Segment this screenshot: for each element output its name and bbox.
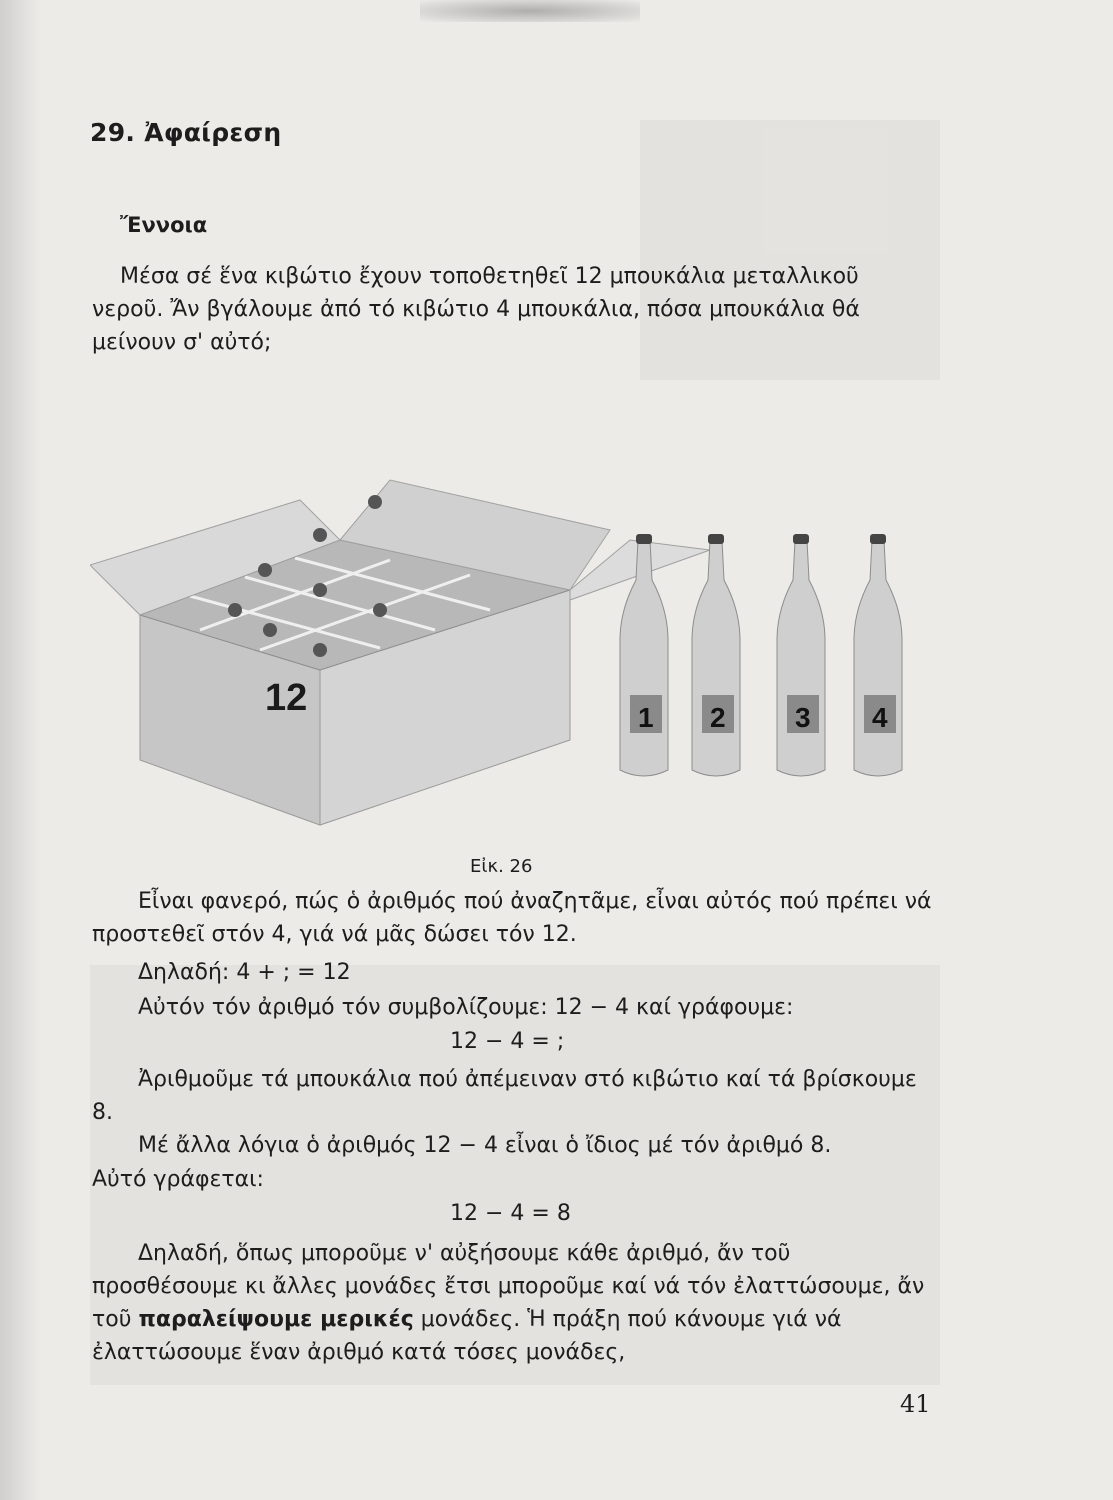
- equation-line: 12 − 4 = 8: [450, 1201, 571, 1226]
- bottle-label-1: 1: [638, 702, 654, 733]
- closing-text-end: μονάδες. Ἡ πράξη πού κάνουμε γιά νά ἐλαττώσουμε ἕναν ἀριθμό κατά τόσες μονάδες,: [92, 1307, 842, 1365]
- crate-label: 12: [265, 677, 308, 719]
- symbol-line: Αὐτόν τόν ἀριθμό τόν συμβολίζουμε: 12 − 4 καί γράφουμε:: [138, 995, 794, 1020]
- closing-paragraph: [92, 1237, 937, 1369]
- bottle-icon: [854, 534, 902, 776]
- bottle-icon: [777, 534, 825, 776]
- page-gutter-shadow: [0, 0, 40, 1500]
- scan-top-shadow: [420, 0, 640, 22]
- crate-icon: [90, 480, 710, 825]
- page-number: 41: [900, 1390, 931, 1418]
- statement-line: Αὐτό γράφεται:: [92, 1167, 264, 1192]
- subsection-heading: Ἔννοια: [120, 213, 208, 237]
- explanation-paragraph: Εἶναι φανερό, πώς ὁ ἀριθμός πού ἀναζητᾶμε, εἶναι αὐτός πού πρέπει νά προστεθεῖ στόν 4, γιά νά μᾶς δώσει τόν 12.: [92, 889, 932, 947]
- statement-line: Μέ ἄλλα λόγια ὁ ἀριθμός 12 − 4 εἶναι ὁ ἴδιος μέ τόν ἀριθμό 8.: [138, 1133, 832, 1158]
- figure-caption: Εἰκ. 26: [470, 856, 533, 877]
- closing-text-start: Δηλαδή, ὅπως μποροῦμε ν' αὐξήσουμε κάθε ἀριθμό, ἄν τοῦ προσθέσουμε κι ἄλλες μονάδες ἔτσι μποροῦμε καί νά τόν ἐλαττώσουμε, ἄν τοῦ: [92, 1241, 925, 1332]
- count-line: Ἀριθμοῦμε τά μπουκάλια πού ἀπέμειναν στό κιβώτιο καί τά βρίσκουμε 8.: [92, 1067, 917, 1125]
- bottle-icon: [692, 534, 740, 776]
- equation-line: 12 − 4 = ;: [450, 1029, 565, 1054]
- bottle-label-4: 4: [872, 702, 888, 733]
- crate-and-bottles-illustration: [90, 470, 950, 850]
- equation-line: Δηλαδή: 4 + ; = 12: [138, 960, 351, 985]
- emphasis-text: παραλείψουμε μερικές: [138, 1307, 414, 1332]
- bottle-label-3: 3: [795, 702, 811, 733]
- bottle-label-2: 2: [710, 702, 726, 733]
- section-heading: 29. Ἀφαίρεση: [90, 118, 282, 147]
- intro-paragraph: Μέσα σέ ἕνα κιβώτιο ἔχουν τοποθετηθεῖ 12 μπουκάλια μεταλλικοῦ νεροῦ. Ἄν βγάλουμε ἀπό τό κιβώτιο 4 μπουκάλια, πόσα μπουκάλια θά μείνουν σ' αὐτό;: [92, 264, 860, 355]
